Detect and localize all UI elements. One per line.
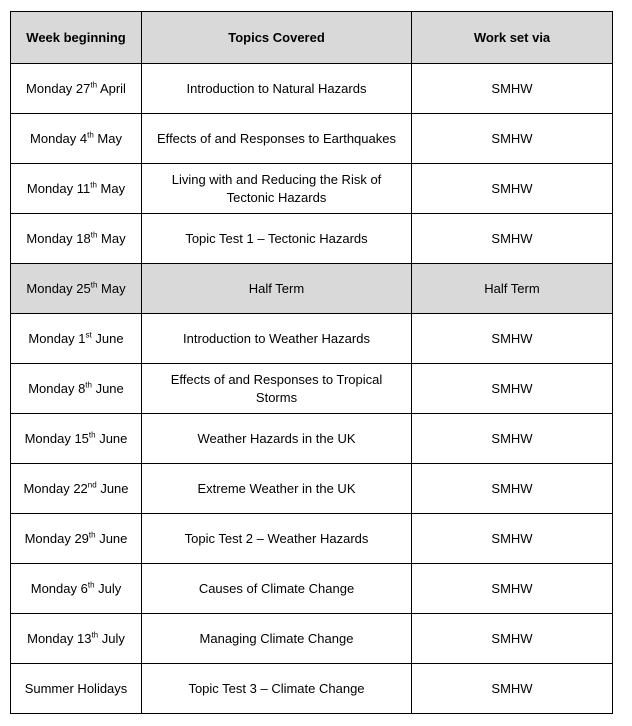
week-cell: Monday 1st June xyxy=(11,314,142,364)
week-cell: Monday 6th July xyxy=(11,564,142,614)
work-set-cell: SMHW xyxy=(412,364,613,414)
topic-cell: Effects of and Responses to Earthquakes xyxy=(142,114,412,164)
topic-cell: Extreme Weather in the UK xyxy=(142,464,412,514)
week-cell: Monday 4th May xyxy=(11,114,142,164)
topic-cell: Topic Test 3 – Climate Change xyxy=(142,664,412,714)
header-topics-covered: Topics Covered xyxy=(142,12,412,64)
work-set-cell: SMHW xyxy=(412,514,613,564)
work-set-cell: Half Term xyxy=(412,264,613,314)
work-set-cell: SMHW xyxy=(412,414,613,464)
table-row xyxy=(11,614,613,664)
table-row xyxy=(11,214,613,264)
work-set-cell: SMHW xyxy=(412,564,613,614)
table-row xyxy=(11,64,613,114)
schedule-table xyxy=(10,11,613,714)
topic-cell: Topic Test 1 – Tectonic Hazards xyxy=(142,214,412,264)
week-cell: Summer Holidays xyxy=(11,664,142,714)
topic-cell: Causes of Climate Change xyxy=(142,564,412,614)
week-cell: Monday 25th May xyxy=(11,264,142,314)
topic-cell: Living with and Reducing the Risk of Tectonic Hazards xyxy=(142,164,412,214)
header-row xyxy=(11,12,613,64)
table-row xyxy=(11,514,613,564)
topic-cell: Introduction to Weather Hazards xyxy=(142,314,412,364)
table-row xyxy=(11,164,613,214)
week-cell: Monday 11th May xyxy=(11,164,142,214)
work-set-cell: SMHW xyxy=(412,314,613,364)
topic-cell: Introduction to Natural Hazards xyxy=(142,64,412,114)
header-work-set-via: Work set via xyxy=(412,12,613,64)
work-set-cell: SMHW xyxy=(412,464,613,514)
week-cell: Monday 18th May xyxy=(11,214,142,264)
week-cell: Monday 29th June xyxy=(11,514,142,564)
half-term-row xyxy=(11,264,613,314)
work-set-cell: SMHW xyxy=(412,214,613,264)
work-set-cell: SMHW xyxy=(412,614,613,664)
week-cell: Monday 15th June xyxy=(11,414,142,464)
header-week-beginning: Week beginning xyxy=(11,12,142,64)
table-row xyxy=(11,464,613,514)
table-row xyxy=(11,564,613,614)
week-cell: Monday 8th June xyxy=(11,364,142,414)
topic-cell: Topic Test 2 – Weather Hazards xyxy=(142,514,412,564)
table-row xyxy=(11,414,613,464)
table-row xyxy=(11,314,613,364)
work-set-cell: SMHW xyxy=(412,64,613,114)
table-row xyxy=(11,114,613,164)
week-cell: Monday 27th April xyxy=(11,64,142,114)
topic-cell: Managing Climate Change xyxy=(142,614,412,664)
topic-cell: Weather Hazards in the UK xyxy=(142,414,412,464)
topic-cell: Half Term xyxy=(142,264,412,314)
table-row xyxy=(11,664,613,714)
table-row xyxy=(11,364,613,414)
topic-cell: Effects of and Responses to Tropical Storms xyxy=(142,364,412,414)
work-set-cell: SMHW xyxy=(412,664,613,714)
week-cell: Monday 13th July xyxy=(11,614,142,664)
week-cell: Monday 22nd June xyxy=(11,464,142,514)
work-set-cell: SMHW xyxy=(412,164,613,214)
work-set-cell: SMHW xyxy=(412,114,613,164)
